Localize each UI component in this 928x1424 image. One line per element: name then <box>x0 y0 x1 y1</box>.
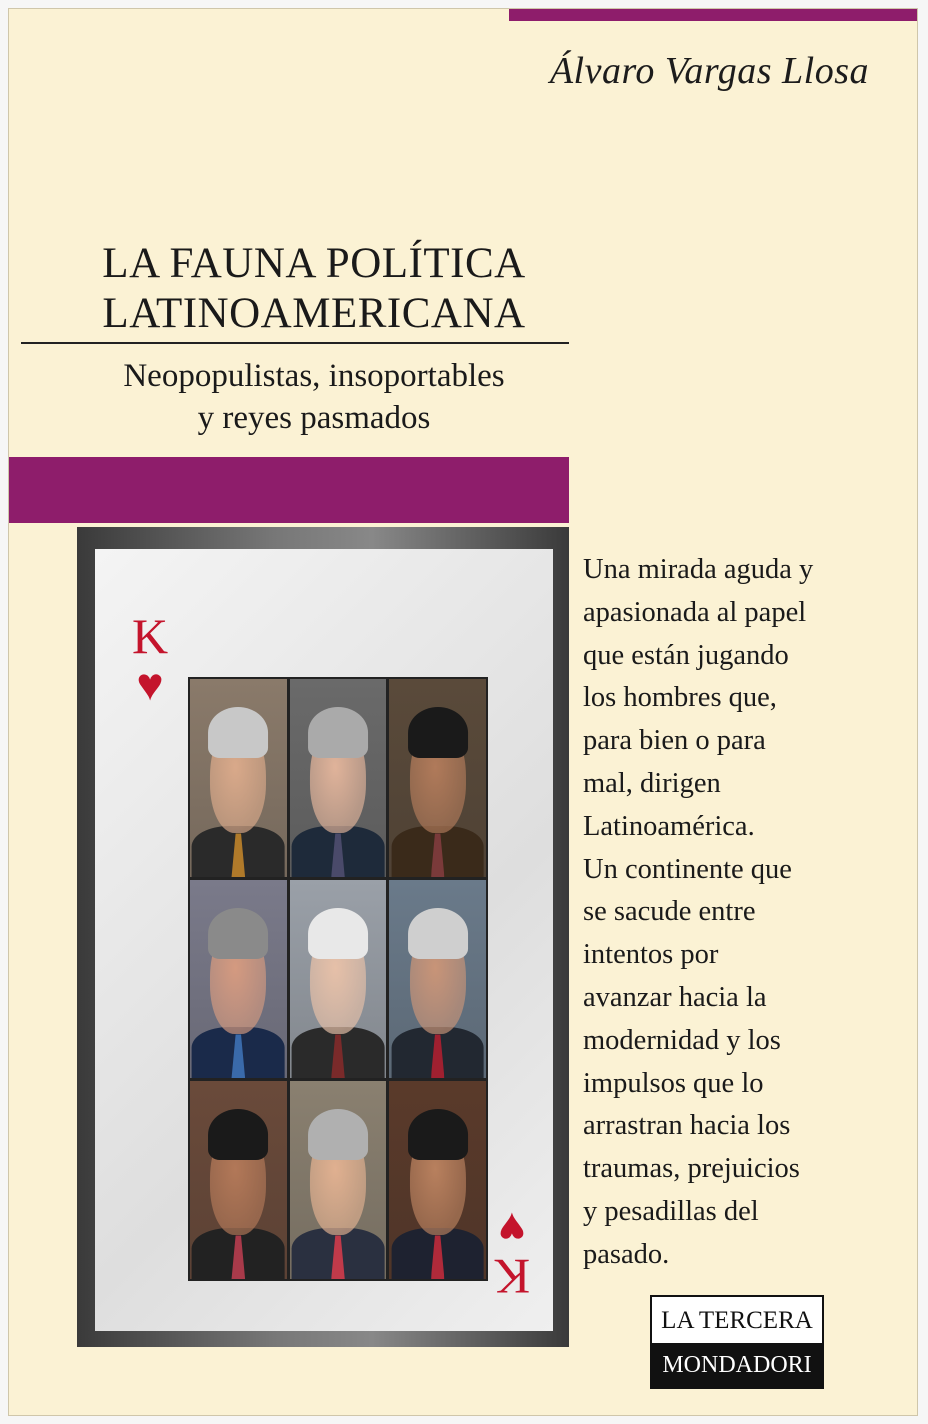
book-subtitle <box>29 355 599 439</box>
blurb-line: Una mirada aguda y <box>583 554 814 585</box>
card-rank-inverted: K <box>493 1249 531 1305</box>
publisher-logo <box>650 1295 824 1389</box>
blurb-line: los hombres que, <box>583 682 777 714</box>
card-rank: K <box>131 608 169 664</box>
blurb-line: intentos por <box>583 939 719 971</box>
portrait-photo <box>290 679 387 877</box>
top-accent-band <box>509 9 918 21</box>
book-title <box>29 239 599 339</box>
blurb-line: mal, dirigen <box>583 767 721 799</box>
blurb-line: pasado. <box>583 1238 670 1270</box>
portrait-photo <box>290 1081 387 1279</box>
author-name: Álvaro Vargas Llosa <box>549 50 869 92</box>
portrait-photo <box>290 880 387 1078</box>
book-cover <box>8 8 918 1416</box>
publisher-line-1: LA TERCERA <box>652 1297 822 1343</box>
blurb-line: arrastran hacia los <box>583 1110 791 1142</box>
portrait-photo <box>389 1081 486 1279</box>
portrait-photo <box>190 880 287 1078</box>
king-of-hearts-card <box>95 549 553 1331</box>
card-corner-bottom <box>487 1203 537 1305</box>
heart-icon: ♥ <box>136 659 164 710</box>
blurb-line: Un continente que <box>583 853 792 885</box>
blurb-line: y pesadillas del <box>583 1195 759 1227</box>
card-corner-top <box>125 608 175 710</box>
blurb-line: apasionada al papel <box>583 596 807 628</box>
blurb-line: avanzar hacia la <box>583 981 767 1013</box>
publisher-line-2: MONDADORI <box>652 1343 822 1387</box>
portrait-photo <box>190 679 287 877</box>
blurb-line: Latinoamérica. <box>583 810 755 842</box>
title-line-1: LA FAUNA POLÍTICA <box>102 240 526 287</box>
back-blurb <box>583 549 903 1277</box>
subtitle-line-1: Neopopulistas, insoportables <box>123 358 505 394</box>
blurb-line: se sacude entre <box>583 896 756 928</box>
blurb-line: para bien o para <box>583 725 766 757</box>
subtitle-line-2: y reyes pasmados <box>197 400 431 436</box>
middle-accent-band <box>9 457 569 523</box>
title-divider <box>21 342 569 344</box>
blurb-line: traumas, prejuicios <box>583 1153 800 1185</box>
portrait-grid <box>188 677 488 1281</box>
title-line-2: LATINOAMERICANA <box>102 290 526 337</box>
heart-icon: ♥ <box>498 1203 526 1254</box>
blurb-line: impulsos que lo <box>583 1067 764 1099</box>
blurb-line: modernidad y los <box>583 1024 781 1056</box>
portrait-photo <box>389 679 486 877</box>
playing-card-illustration <box>77 527 569 1347</box>
portrait-photo <box>389 880 486 1078</box>
portrait-photo <box>190 1081 287 1279</box>
blurb-line: que están jugando <box>583 639 789 671</box>
